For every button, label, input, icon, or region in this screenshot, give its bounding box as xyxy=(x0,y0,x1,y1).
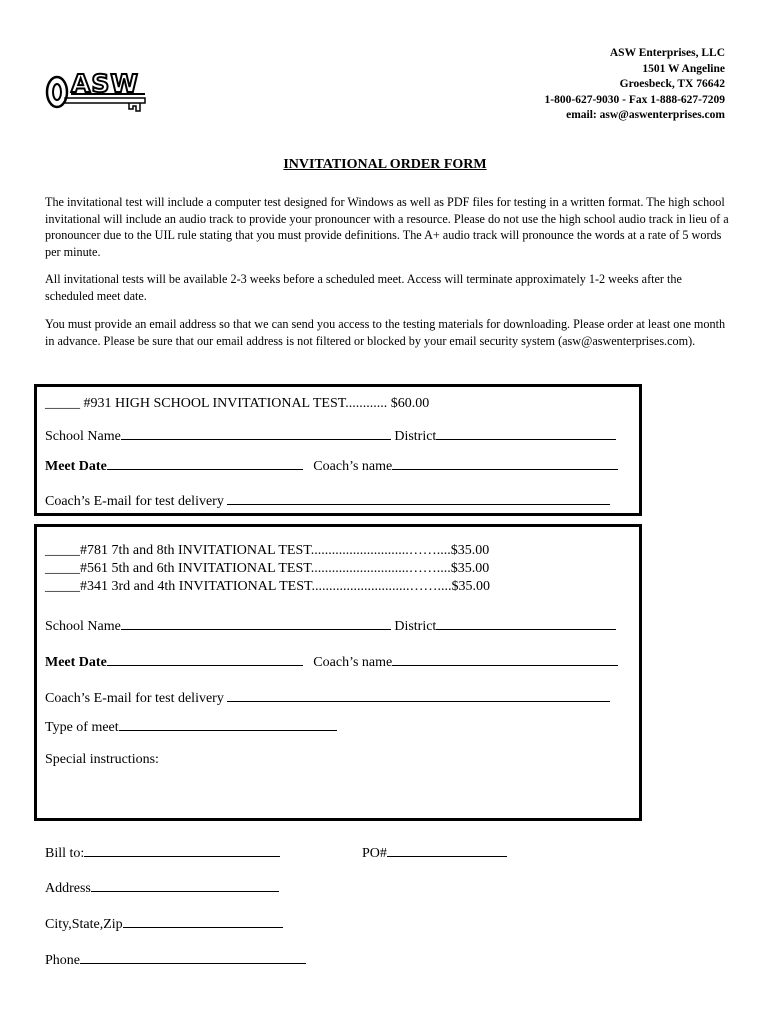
bill-to-row xyxy=(45,842,280,862)
po-row xyxy=(362,842,507,862)
el-coach-name-field[interactable] xyxy=(392,651,618,666)
hs-meet-date-label: Meet Date xyxy=(45,459,107,474)
el-meet-date-row xyxy=(45,651,618,671)
product-line-561[interactable]: _____#561 5th and 6th INVITATIONAL TEST............................……....$35.00 xyxy=(45,561,490,576)
asw-key-logo xyxy=(45,62,155,114)
company-street: 1501 W Angeline xyxy=(642,62,725,75)
hs-meet-date-field[interactable] xyxy=(107,455,303,470)
hs-coach-email-label: Coach’s E-mail for test delivery xyxy=(45,494,224,509)
high-school-product-line[interactable]: _____ #931 HIGH SCHOOL INVITATIONAL TEST............ $60.00 xyxy=(45,396,430,411)
email-paragraph: You must provide an email address so that we can send you access to the testing materials for downloading. Please order at least one month in advance. Please be sure that our email address is not filtered or blocked by your email security system (asw@aswenterprises.com). xyxy=(45,317,726,348)
el-coach-name-label: Coach’s name xyxy=(313,655,393,670)
el-school-name-label: School Name xyxy=(45,619,121,634)
el-school-name-row xyxy=(45,615,616,635)
city-state-zip-field[interactable] xyxy=(123,913,283,928)
address-row xyxy=(45,877,279,897)
address-label: Address xyxy=(45,881,91,896)
hs-coach-email-row xyxy=(45,490,610,510)
company-name: ASW Enterprises, LLC xyxy=(609,47,725,59)
phone-field[interactable] xyxy=(80,949,306,964)
el-meet-date-label: Meet Date xyxy=(45,655,107,670)
po-field[interactable] xyxy=(387,842,507,857)
city-state-zip-row xyxy=(45,913,283,933)
meet-type-field[interactable] xyxy=(119,716,337,731)
hs-coach-name-label: Coach’s name xyxy=(313,459,393,474)
el-meet-date-field[interactable] xyxy=(107,651,303,666)
meet-type-label: Type of meet xyxy=(45,720,119,735)
el-coach-email-field[interactable] xyxy=(227,687,610,702)
el-coach-email-row xyxy=(45,687,610,707)
hs-coach-email-field[interactable] xyxy=(227,490,610,505)
hs-meet-date-row xyxy=(45,455,618,475)
phone-label: Phone xyxy=(45,953,80,968)
company-city: Groesbeck, TX 76642 xyxy=(619,78,725,90)
product-line-341[interactable]: _____#341 3rd and 4th INVITATIONAL TEST............................……....$35.00 xyxy=(45,579,491,594)
el-district-label: District xyxy=(394,619,437,634)
el-school-name-field[interactable] xyxy=(121,615,391,630)
hs-district-field[interactable] xyxy=(436,425,616,440)
svg-text:ASW: ASW xyxy=(71,69,139,98)
bill-to-field[interactable] xyxy=(84,842,280,857)
product-line-781[interactable]: _____#781 7th and 8th INVITATIONAL TEST............................……....$35.00 xyxy=(45,543,490,558)
address-field[interactable] xyxy=(91,877,279,892)
form-title: INVITATIONAL ORDER FORM xyxy=(283,157,487,172)
phone-row xyxy=(45,949,306,969)
hs-school-name-row xyxy=(45,425,616,445)
meet-type-row xyxy=(45,716,337,736)
company-phones: 1-800-627-9030 - Fax 1-888-627-7209 xyxy=(544,93,725,106)
hs-school-name-field[interactable] xyxy=(121,425,391,440)
hs-school-name-label: School Name xyxy=(45,429,121,444)
el-coach-email-label: Coach’s E-mail for test delivery xyxy=(45,691,224,706)
special-instructions-label: Special instructions: xyxy=(45,752,159,767)
bill-to-label: Bill to: xyxy=(45,846,85,861)
company-address-block xyxy=(545,46,725,124)
company-email: email: asw@aswenterprises.com xyxy=(566,109,725,121)
special-instructions-area[interactable] xyxy=(45,772,625,814)
availability-paragraph: All invitational tests will be available 2-3 weeks before a scheduled meet. Access will terminate approximately 1-2 weeks after the scheduled meet date. xyxy=(45,272,682,303)
po-label: PO# xyxy=(362,846,387,861)
hs-district-label: District xyxy=(394,429,437,444)
intro-paragraph: The invitational test will include a computer test designed for Windows as well as PDF files for testing in a written format. The high school invitational will include an audio track to provide your pronouncer with a resource. Please do not use the high school audio track in lieu of a pronouncer due to the UIL rule stating that you must provide definitions. The A+ audio track will pronounce the words at a rate of 5 words per minute. xyxy=(45,195,729,259)
hs-coach-name-field[interactable] xyxy=(392,455,618,470)
el-district-field[interactable] xyxy=(436,615,616,630)
city-state-zip-label: City,State,Zip xyxy=(45,917,123,932)
